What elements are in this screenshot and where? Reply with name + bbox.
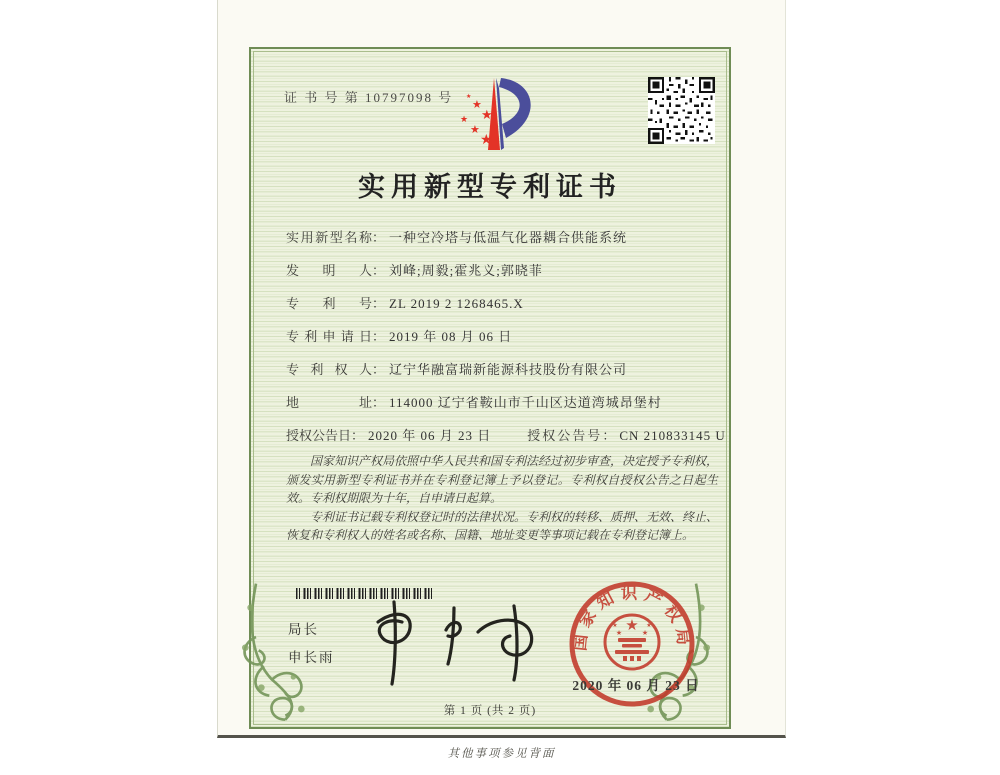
legal-paragraph-2: 专利证书记载专利权登记时的法律状况。专利权的转移、质押、无效、终止、恢复和专利权人的姓名或名称、国籍、地址变更等事项记载在专利登记簿上。: [286, 509, 719, 542]
certificate-title: 实用新型专利证书: [358, 172, 622, 202]
footer-note: 其他事项参见背面: [447, 748, 556, 760]
signer-title: 局长: [288, 622, 319, 637]
field-utility-model-name: 实用新型名称 ： 一种空冷塔与低温气化器耦合供能系统: [286, 230, 628, 245]
grant-date-label: 授权公告日: [286, 428, 352, 443]
field-inventors: 发明人 ： 刘峰;周毅;霍兆义;郭晓菲: [286, 263, 543, 278]
svg-text:★: ★: [481, 108, 493, 123]
field-grant-line: 授权公告日 ： 2020 年 06 月 23 日 授权公告号 ： CN 210833145 U: [286, 428, 726, 443]
field-label: 地址: [286, 395, 372, 410]
qr-code: [648, 77, 715, 144]
field-patentee: 专利权人 ： 辽宁华融富瑞新能源科技股份有限公司: [286, 362, 628, 377]
svg-text:★: ★: [460, 115, 469, 125]
legal-paragraph-1: 国家知识产权局依照中华人民共和国专利法经过初步审查，决定授予专利权，颁发实用新型专利证书并在专利登记簿上予以登记。专利权自授权公告之日起生效。专利权期限为十年，自申请日起算。: [286, 454, 719, 505]
page-number: 第 1 页 (共 2 页): [443, 705, 537, 717]
grant-date-value: 2020 年 06 月 23 日: [368, 428, 492, 443]
field-value: 辽宁华融富瑞新能源科技股份有限公司: [389, 362, 628, 377]
svg-text:★: ★: [641, 629, 649, 637]
svg-text:★: ★: [625, 616, 639, 634]
svg-text:★: ★: [612, 622, 618, 629]
svg-text:★: ★: [470, 123, 480, 136]
field-value: 114000 辽宁省鞍山市千山区达道湾城昂堡村: [389, 395, 662, 410]
field-patent-number: 专利号 ： ZL 2019 2 1268465.X: [286, 296, 524, 311]
field-label: 专利号: [286, 296, 372, 311]
field-list: [286, 230, 726, 444]
svg-text:★: ★: [646, 622, 652, 629]
legal-text: [286, 452, 718, 545]
field-label: 实用新型名称: [286, 230, 372, 245]
handwritten-signature: [350, 592, 550, 692]
svg-text:★: ★: [480, 132, 493, 148]
svg-text:★: ★: [466, 93, 472, 100]
svg-text:★: ★: [472, 98, 482, 111]
grant-no-label: 授权公告号: [527, 428, 603, 443]
field-value: 刘峰;周毅;霍兆义;郭晓菲: [389, 263, 543, 278]
field-value: 一种空冷塔与低温气化器耦合供能系统: [389, 230, 628, 245]
seal-text: 国家知识产权局: [570, 583, 694, 652]
signer-name: 申长雨: [288, 650, 335, 665]
field-label: 专利权人: [286, 362, 372, 377]
seal-date: 2020 年 06 月 23 日: [572, 678, 700, 693]
field-value: 2019 年 08 月 06 日: [389, 329, 513, 344]
field-application-date: 专利申请日 ： 2019 年 08 月 06 日: [286, 329, 513, 344]
cnipa-logo-icon: [444, 74, 548, 156]
signer-block: [288, 616, 335, 672]
certificate-number: 证 书 号 第 10797098 号: [284, 90, 454, 105]
svg-text:★: ★: [615, 629, 623, 637]
grant-no-value: CN 210833145 U: [619, 428, 726, 443]
field-label: 发明人: [286, 263, 372, 278]
field-label: 专利申请日: [286, 329, 372, 344]
field-value: ZL 2019 2 1268465.X: [389, 296, 524, 311]
certificate-page: [217, 0, 786, 738]
field-address: 地址 ： 114000 辽宁省鞍山市千山区达道湾城昂堡村: [286, 395, 662, 410]
